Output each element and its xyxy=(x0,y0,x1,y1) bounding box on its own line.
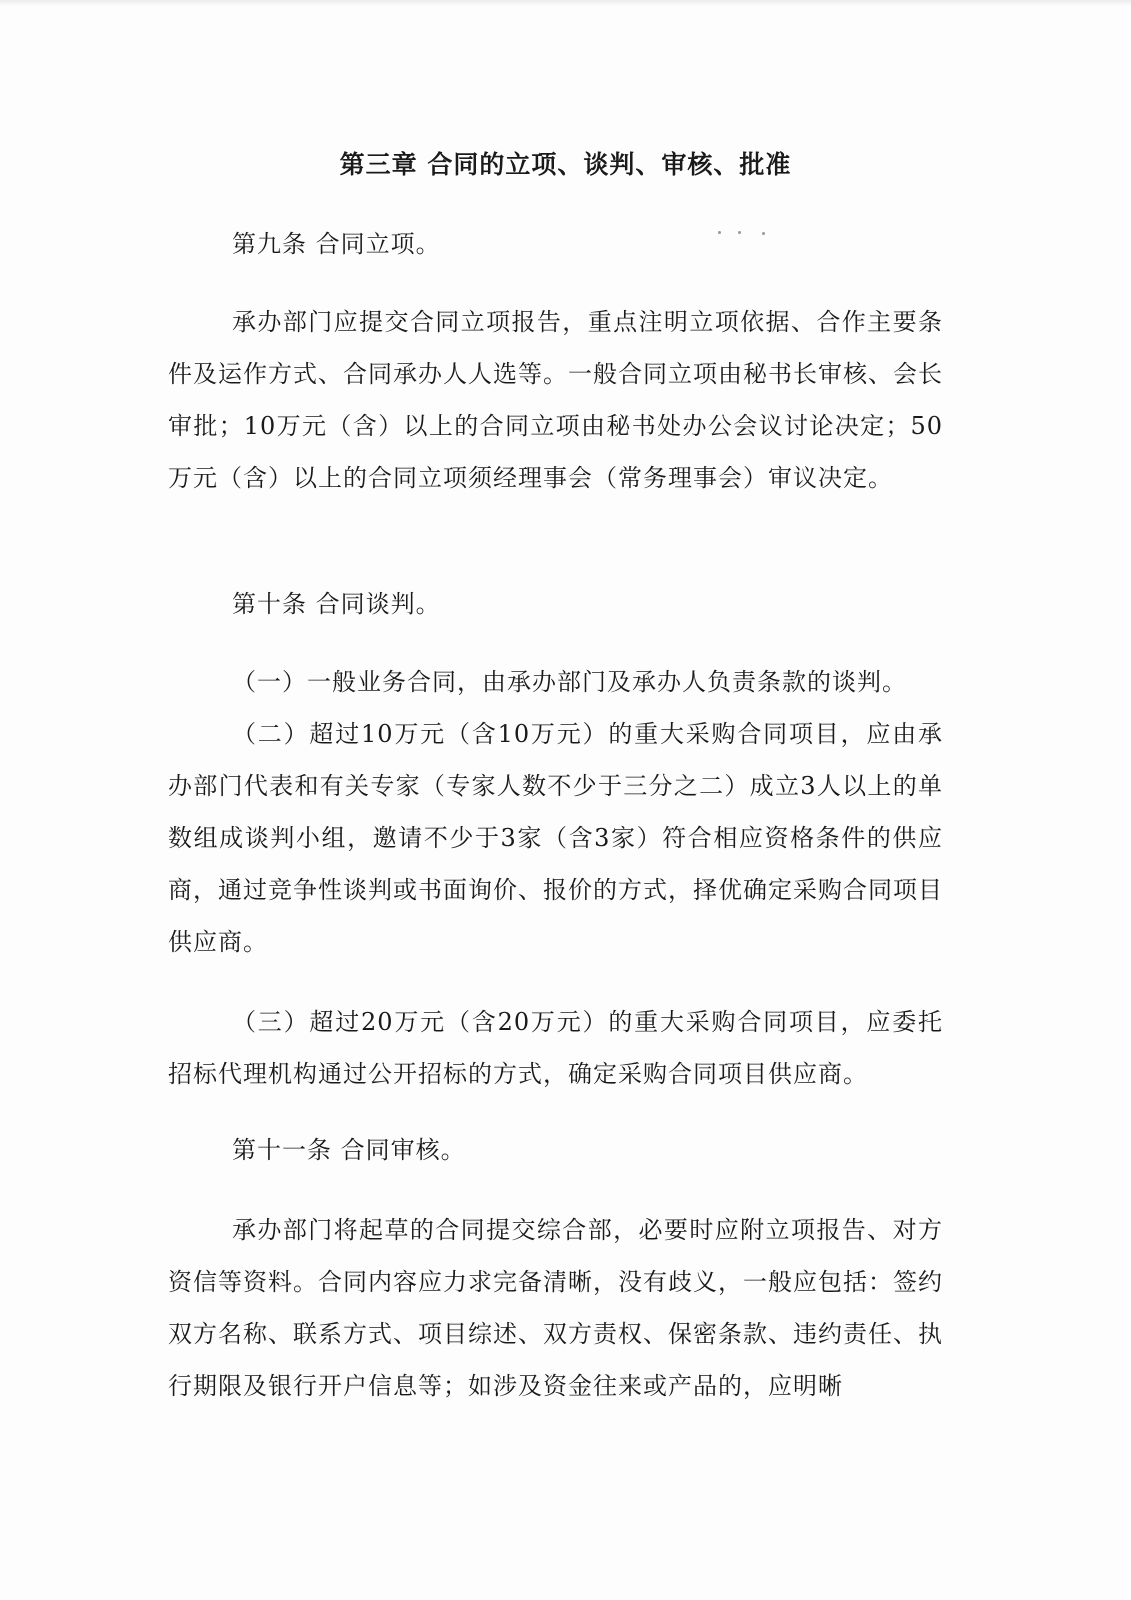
article-10-heading: 第十条 合同谈判。 xyxy=(232,590,441,618)
scan-speck xyxy=(718,231,721,234)
article-10-item-1: （一）一般业务合同，由承办部门及承办人负责条款的谈判。 xyxy=(232,668,907,696)
article-10-item-3: （三）超过20万元（含20万元）的重大采购合同项目，应委托招标代理机构通过公开招标的方式，确定采购合同项目供应商。 xyxy=(168,1008,943,1088)
article-10-item-2: （二）超过10万元（含10万元）的重大采购合同项目，应由承办部门代表和有关专家（专家人数不少于三分之二）成立3人以上的单数组成谈判小组，邀请不少于3家（含3家）符合相应资格条件的供应商，通过竞争性谈判或书面询价、报价的方式，择优确定采购合同项目供应商。 xyxy=(168,720,943,956)
article-9-heading: 第九条 合同立项。 xyxy=(232,230,441,258)
scan-speck xyxy=(738,231,741,234)
chapter-title: 第三章 合同的立项、谈判、审核、批准 xyxy=(339,150,792,179)
article-11-heading: 第十一条 合同审核。 xyxy=(232,1136,466,1164)
article-9-paragraph: 承办部门应提交合同立项报告，重点注明立项依据、合作主要条件及运作方式、合同承办人人选等。一般合同立项由秘书长审核、会长审批；10万元（含）以上的合同立项由秘书处办公会议讨论决定；50万元（含）以上的合同立项须经理事会（常务理事会）审议决定。 xyxy=(168,308,943,492)
scan-speck xyxy=(762,232,765,235)
article-11-paragraph: 承办部门将起草的合同提交综合部，必要时应附立项报告、对方资信等资料。合同内容应力求完备清晰，没有歧义，一般应包括：签约双方名称、联系方式、项目综述、双方责权、保密条款、违约责任、执行期限及银行开户信息等；如涉及资金往来或产品的，应明晰 xyxy=(168,1216,943,1400)
scan-edge xyxy=(0,0,1131,6)
